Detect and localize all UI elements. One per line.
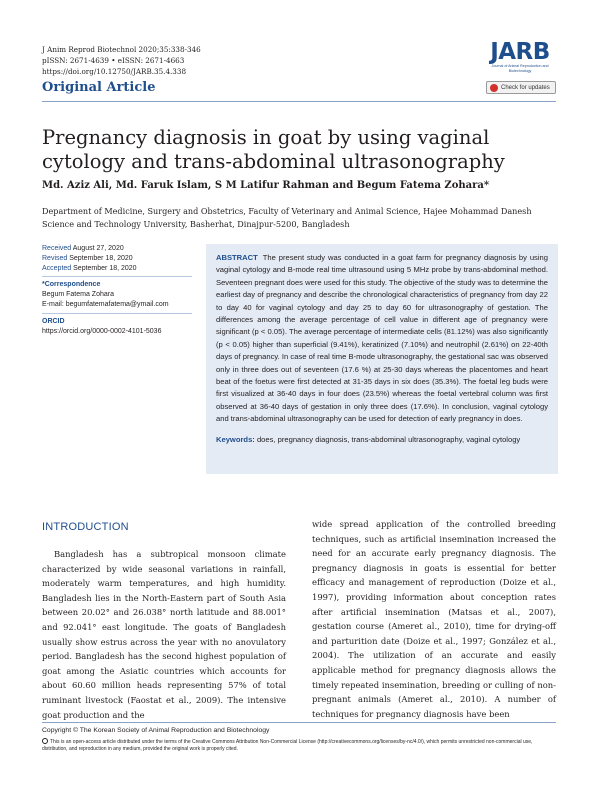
creative-commons-icon bbox=[42, 738, 48, 744]
sidebar-divider bbox=[42, 276, 192, 277]
correspondence-name: Begum Fatema Zohara bbox=[42, 291, 114, 299]
accepted-date: Accepted September 18, 2020 bbox=[42, 264, 137, 272]
sidebar-divider bbox=[42, 313, 192, 314]
introduction-heading: INTRODUCTION bbox=[42, 521, 129, 533]
license-notice bbox=[42, 738, 558, 753]
keywords-label: Keywords: bbox=[216, 434, 255, 444]
introduction-left-column: Bangladesh has a subtropical monsoon climate characterized by wide seasonal variations in rainfall, moderately warm temperatures, and high humidity. Bangladesh lies in the North-Eastern part of South Asia between 20.02° and 26.038° north latitude and 88.001° and 92.041° east longitude. The goats of Bangladesh usually show estrus across the year with no anovulatory period. Bangladesh has the second highest population of goat among the Asiatic countries which accounts for about 60.60 million heads representing 57% of total ruminant livestock (Faostat et al., 2009). The intensive goat production and the bbox=[42, 549, 286, 720]
article-type: Original Article bbox=[42, 80, 156, 95]
abstract-paragraph bbox=[216, 252, 548, 426]
article-info-sidebar bbox=[42, 244, 202, 336]
received-date: Received August 27, 2020 bbox=[42, 245, 124, 252]
article-title: Pregnancy diagnosis in goat by using vaginal cytology and trans-abdominal ultrasonography bbox=[42, 126, 505, 173]
copyright-notice: Copyright © The Korean Society of Animal Reproduction and Biotechnology bbox=[42, 727, 270, 734]
author-list: Md. Aziz Ali, Md. Faruk Islam, S M Latifur Rahman and Begum Fatema Zohara* bbox=[42, 180, 490, 191]
journal-doi-link[interactable]: https://doi.org/10.12750/JARB.35.4.338 bbox=[42, 67, 187, 76]
license-text: This is an open-access article distributed under the terms of the Creative Commons Attribution Non-Commercial License (http://creativecommons.org/licenses/by-nc/4.0/), which permits unrestricted non-commercial use, distribution, and reproduction in any medium, provided the original work is properly cited. bbox=[42, 739, 533, 753]
affiliation: Department of Medicine, Surgery and Obstetrics, Faculty of Veterinary and Animal Science, Hajee Mohammad Danesh Science and Technology University, Basherhat, Dinajpur-5200, Bangladesh bbox=[42, 206, 532, 229]
footer-divider bbox=[42, 722, 556, 723]
abstract-label: ABSTRACT bbox=[216, 253, 258, 262]
keywords bbox=[216, 434, 548, 446]
journal-logo-text: JARB bbox=[490, 39, 550, 65]
introduction-right-column: wide spread application of the controlled breeding techniques, such as artificial insemination increased the need for an accurate early pregnancy diagnosis. The pregnancy diagnosis in goats is essential for better efficacy and management of reproduction (Doize et al., 1997), providing information about conception rates after artificial insemination (Matsas et al., 2007), gestation course (Ameret al., 2010), time for drying-off and parturition date (Doize et al., 1997; González et al., 2004). The utilization of an accurate and easily applicable method for pregnancy diagnosis allows the timely repeated insemination, breeding or culling of non-pregnant animals (Ameret al., 2010). A number of techniques for pregnancy diagnosis have been bbox=[312, 519, 556, 719]
abstract-box bbox=[206, 244, 558, 474]
header-divider bbox=[42, 101, 556, 102]
correspondence-email[interactable]: E-mail: begumfatemafatema@ymail.com bbox=[42, 300, 169, 308]
journal-meta bbox=[42, 44, 201, 77]
journal-citation: J Anim Reprod Biotechnol 2020;35:338-346 bbox=[42, 45, 201, 54]
check-updates-label: Check for updates bbox=[501, 84, 550, 91]
keywords-text: does, pregnancy diagnosis, trans-abdominal ultrasonography, vaginal cytology bbox=[256, 434, 521, 444]
orcid-link[interactable]: https://orcid.org/0000-0002-4101-5036 bbox=[42, 327, 162, 335]
journal-issn: pISSN: 2671-4639 • eISSN: 2671-4663 bbox=[42, 56, 185, 65]
check-updates-icon bbox=[490, 84, 498, 92]
correspondence-heading: *Correspondence bbox=[42, 281, 101, 289]
journal-logo-subtitle: Journal of Animal Reproduction and Biotechnology bbox=[491, 64, 549, 73]
orcid-heading: ORCID bbox=[42, 317, 65, 325]
abstract-text: The present study was conducted in a goat farm for pregnancy diagnosis by using vaginal cytology and B-mode real time ultrasound using 5 MHz probe by trans-abdominal method. Seventeen pregnant does were used for this study. The objective of the study was to determine the earliest day of pregnancy and describe the chronological characteristics of pregnancy from day 22 to day 40 for vaginal cytology and day 25 to day 60 for ultrasonography of gestation. The differences among the average percentage of cell value in different age of pregnancy were significant (p < 0.05). The average percentage of intermediate cells (81.12%) was also significantly (p < 0.05) higher than superficial (9.41%), keratinized (7.10%) and neutrophil (2.61%) on 22-40th days of pregnancy. In case of real time B-mode ultrasonography, the gestational sac was observed only in three does out of seventeen (17.6 %) at 25-30 days whereas the placentomes and heart beat of the foetus were first detected at 31-35 days in six does (35.3%). The foetal leg buds were first visualized at 36-40 days in four does (23.5%) whereas the foetal vertebral column was first observed at 36-40 days of gestation in only three does (17.6%). In conclusion, vaginal cytology and trans-abdominal ultrasonography can be used for detection of early pregnancy in does. bbox=[216, 253, 548, 424]
journal-logo bbox=[484, 40, 556, 74]
revised-date: Revised September 18, 2020 bbox=[42, 254, 133, 262]
check-for-updates-button[interactable] bbox=[486, 81, 556, 94]
